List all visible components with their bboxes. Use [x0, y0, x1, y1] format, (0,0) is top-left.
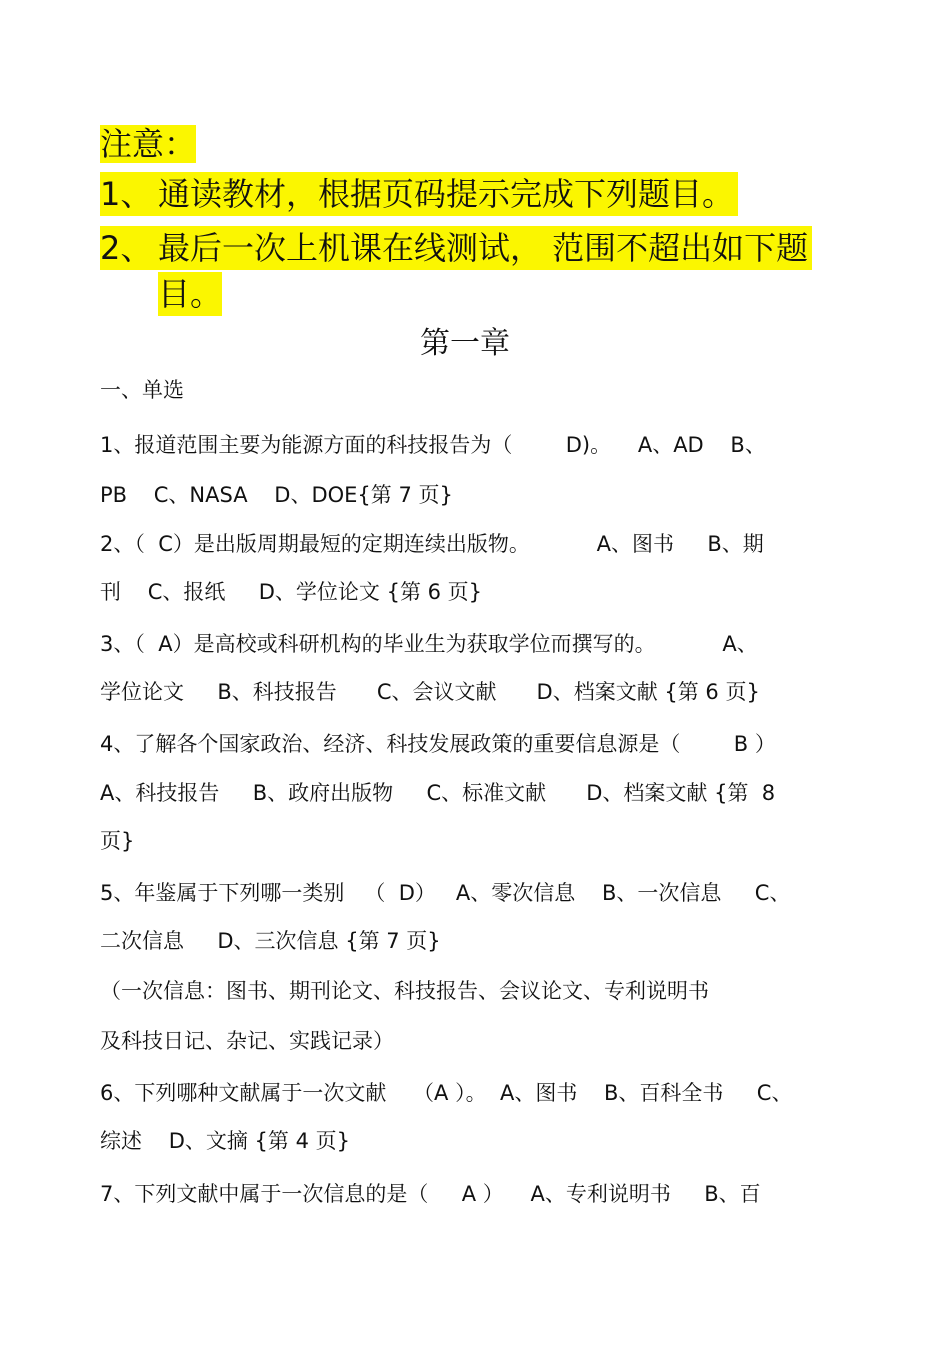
question-line: 5、年鉴属于下列哪一类别 （ D） A、零次信息 B、一次信息 C、	[100, 881, 791, 905]
section-heading: 一、单选	[100, 378, 184, 402]
question-line: 2、（ C）是出版周期最短的定期连续出版物。 A、图书 B、期	[100, 532, 764, 556]
notice-item-1: 1、 通读教材，根据页码提示完成下列题目。	[100, 172, 738, 216]
question-line: 页}	[100, 829, 135, 853]
question-line: 3、（ A）是高校或科研机构的毕业生为获取学位而撰写的。 A、	[100, 632, 758, 656]
question-line: 1、报道范围主要为能源方面的科技报告为（ D)。 A、AD B、	[100, 433, 766, 457]
question-line: 刊 C、报纸 D、学位论文 {第 6 页}	[100, 580, 483, 604]
notice-title: 注意：	[100, 125, 197, 163]
note-line: （一次信息：图书、期刊论文、科技报告、会议论文、专利说明书	[100, 979, 709, 1003]
question-line: 综述 D、文摘 {第 4 页}	[100, 1129, 350, 1153]
question-line: 学位论文 B、科技报告 C、会议文献 D、档案文献 {第 6 页}	[100, 680, 760, 704]
chapter-title: 第一章	[420, 326, 510, 361]
notice-item-2-continuation: 目。	[158, 272, 222, 316]
question-line: PB C、NASA D、DOE{第 7 页}	[100, 483, 453, 507]
question-line: A、科技报告 B、政府出版物 C、标准文献 D、档案文献 {第 8	[100, 781, 776, 805]
question-line: 4、了解各个国家政治、经济、科技发展政策的重要信息源是（ B ）	[100, 732, 776, 756]
note-line: 及科技日记、杂记、实践记录）	[100, 1029, 394, 1053]
question-line: 7、下列文献中属于一次信息的是（ A ） A、专利说明书 B、百	[100, 1182, 761, 1206]
question-line: 6、下列哪种文献属于一次文献 （A ）。 A、图书 B、百科全书 C、	[100, 1081, 793, 1105]
question-line: 二次信息 D、三次信息 {第 7 页}	[100, 929, 441, 953]
notice-item-2: 2、 最后一次上机课在线测试， 范围不超出如下题	[100, 226, 812, 270]
